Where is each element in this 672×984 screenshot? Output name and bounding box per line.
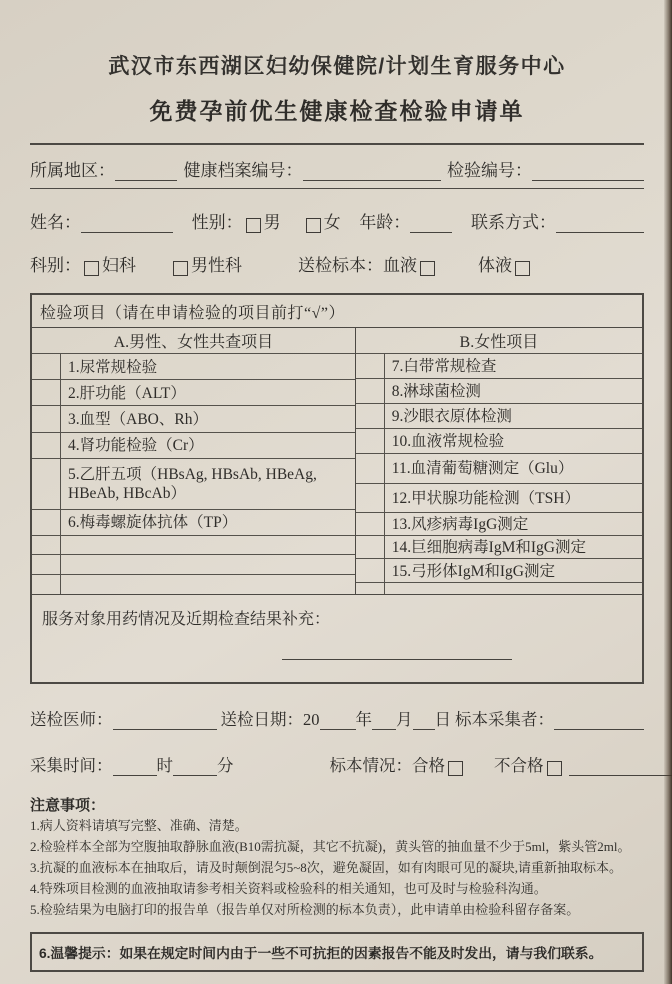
item-10-label: 10.血液常规检验: [391, 432, 505, 450]
table-row: [356, 404, 642, 429]
item-13-label: 13.风疹病毒IgG测定: [391, 516, 529, 534]
test-items-section: [30, 293, 644, 684]
day-label: 日: [434, 710, 451, 729]
notes-heading: 注意事项：: [30, 797, 106, 814]
andrology-label: 男性科: [191, 256, 242, 275]
contact-label: 联系方式：: [470, 213, 556, 232]
item-3-label: 3.血型（ABO、Rh）: [68, 410, 208, 428]
item-15-checkbox-cell[interactable]: [356, 559, 385, 582]
item-7-checkbox-cell[interactable]: [356, 354, 385, 378]
divider-meta: [30, 188, 644, 189]
collect-time-label: 采集时间：: [30, 756, 113, 775]
table-row: [356, 429, 642, 454]
table-row: [32, 380, 355, 406]
item-5-label: 5.乙肝五项（HBsAg, HBsAb, HBeAg, HBeAb, HBcAb）: [68, 465, 317, 503]
item-2-label: 2.肝功能（ALT）: [68, 384, 186, 402]
female-checkbox[interactable]: [306, 218, 321, 233]
department-row: [30, 251, 644, 276]
item-11-label: 11.血清葡萄糖测定（Glu）: [391, 459, 574, 477]
supplement-row: [32, 594, 642, 682]
org-title: 武汉市东西湖区妇幼保健院/计划生育服务中心: [108, 55, 566, 78]
empty-table-row: [32, 555, 355, 574]
item-1-checkbox-cell[interactable]: [32, 354, 61, 379]
archive-no-field[interactable]: [303, 165, 441, 181]
supplement-field[interactable]: [282, 644, 512, 660]
empty-table-row: [32, 575, 355, 594]
year-field[interactable]: [320, 714, 356, 730]
day-field[interactable]: [413, 714, 435, 730]
table-row: [356, 379, 642, 404]
note-item-1: 1.病人资料请填写完整、准确、清楚。: [30, 818, 248, 833]
item-11-checkbox-cell[interactable]: [356, 454, 385, 483]
specimen-status-label: 标本情况：: [329, 756, 412, 775]
notes-section: [30, 794, 644, 920]
test-items-header: 检验项目（请在申请检验的项目前打“√”）: [32, 295, 642, 328]
note-item-3: 3.抗凝的血液标本在抽取后，请及时颠倒混匀5~8次，避免凝固，如有肉眼可见的凝块,请重新抽取标本。: [30, 860, 623, 876]
item-7-label: 7.白带常规检查: [391, 357, 497, 375]
month-field[interactable]: [372, 714, 396, 730]
column-b-female-items: [356, 328, 642, 594]
supplement-label: 服务对象用药情况及近期检查结果补充：: [42, 611, 331, 628]
physician-label: 送检医师：: [30, 710, 113, 729]
patient-row: [30, 208, 644, 233]
test-no-field[interactable]: [532, 165, 644, 181]
table-row: [356, 484, 642, 514]
qualified-checkbox[interactable]: [448, 761, 463, 776]
age-field[interactable]: [410, 217, 452, 233]
note-item-4: 4.特殊项目检测的血液抽取请参考相关资料或检验科的相关通知，也可及时与检验科沟通。: [30, 881, 547, 897]
divider-top: [30, 143, 644, 145]
blood-checkbox[interactable]: [420, 261, 435, 276]
item-12-checkbox-cell[interactable]: [356, 484, 385, 513]
item-9-checkbox-cell[interactable]: [356, 404, 385, 428]
male-checkbox[interactable]: [246, 218, 261, 233]
qualified-label: 合格: [412, 756, 445, 775]
male-label: 男: [263, 213, 281, 232]
hour-label: 时: [156, 756, 173, 775]
body-fluid-label: 体液: [478, 256, 512, 275]
unqualified-reason-field[interactable]: [569, 760, 672, 776]
table-row: [32, 510, 355, 536]
archive-no-label: 健康档案编号：: [183, 161, 303, 180]
column-b-header: B.女性项目: [356, 328, 642, 354]
item-6-label: 6.梅毒螺旋体抗体（TP）: [68, 514, 238, 532]
age-label: 年龄：: [359, 213, 411, 232]
item-4-label: 4.肾功能检验（Cr）: [68, 436, 204, 454]
item-14-checkbox-cell[interactable]: [356, 536, 385, 558]
unqualified-checkbox[interactable]: [547, 761, 562, 776]
empty-cell: [61, 555, 355, 573]
female-label: 女: [323, 213, 341, 232]
table-row: [32, 406, 355, 432]
empty-cell: [61, 536, 355, 554]
gyn-checkbox[interactable]: [84, 261, 99, 276]
physician-field[interactable]: [113, 714, 217, 730]
hour-field[interactable]: [113, 760, 157, 776]
sign-row: [30, 706, 644, 730]
warm-tip-box: 6.温馨提示：如果在规定时间内由于一些不可抗拒的因素报告不能及时发出，请与我们联系。: [30, 932, 644, 972]
empty-table-row: [356, 583, 642, 594]
table-row: [356, 559, 642, 583]
year-label: 年: [355, 710, 372, 729]
name-label: 姓名：: [30, 213, 81, 232]
item-4-checkbox-cell[interactable]: [32, 433, 61, 458]
item-15-label: 15.弓形体IgM和IgG测定: [391, 562, 555, 580]
region-field[interactable]: [115, 165, 177, 181]
empty-checkbox-cell: [32, 575, 61, 594]
table-row: [356, 513, 642, 536]
collector-label: 标本采集者：: [455, 710, 554, 729]
empty-table-row: [32, 536, 355, 555]
item-3-checkbox-cell[interactable]: [32, 406, 61, 431]
gyn-label: 妇科: [102, 256, 136, 275]
gender-label: 性别：: [191, 213, 243, 232]
note-item-5: 5.检验结果为电脑打印的报告单（报告单仅对所检测的标本负责），此申请单由检验科留存备案。: [30, 902, 580, 918]
andrology-checkbox[interactable]: [173, 261, 188, 276]
item-10-checkbox-cell[interactable]: [356, 429, 385, 453]
note-item-2: 2.检验样本全部为空腹抽取静脉血液(B10需抗凝，其它不抗凝)，黄头管的抽血量不少于5ml，紫头管2ml。: [30, 839, 631, 855]
empty-cell: [385, 583, 642, 594]
minute-field[interactable]: [173, 760, 217, 776]
name-field[interactable]: [81, 217, 173, 233]
minute-label: 分: [217, 756, 234, 775]
date-label: 送检日期：20: [220, 710, 320, 729]
unqualified-label: 不合格: [494, 756, 544, 775]
table-row: [356, 454, 642, 484]
item-9-label: 9.沙眼衣原体检测: [391, 407, 512, 425]
empty-checkbox-cell: [32, 555, 61, 573]
item-6-checkbox-cell[interactable]: [32, 510, 61, 535]
dept-label: 科别：: [30, 256, 81, 275]
item-5-checkbox-cell[interactable]: [32, 459, 61, 509]
item-8-checkbox-cell[interactable]: [356, 379, 385, 403]
table-row: [32, 433, 355, 459]
table-row: [32, 459, 355, 510]
test-no-label: 检验编号：: [447, 161, 532, 180]
empty-checkbox-cell: [32, 536, 61, 554]
meta-row: [30, 156, 644, 181]
table-row: [356, 354, 642, 379]
column-a-header: A.男性、女性共查项目: [32, 328, 355, 354]
contact-field[interactable]: [556, 217, 644, 233]
item-2-checkbox-cell[interactable]: [32, 380, 61, 405]
empty-cell: [61, 575, 355, 594]
item-13-checkbox-cell[interactable]: [356, 513, 385, 535]
blood-label: 血液: [383, 256, 417, 275]
empty-checkbox-cell: [356, 583, 385, 594]
table-row: [32, 354, 355, 380]
test-items-columns: [32, 328, 642, 594]
paper-shadow-edge: [664, 0, 672, 984]
column-a-shared-items: [32, 328, 356, 594]
item-1-label: 1.尿常规检验: [68, 358, 158, 376]
form-title: 免费孕前优生健康检查检验申请单: [149, 98, 525, 124]
collector-field[interactable]: [554, 714, 644, 730]
month-label: 月: [396, 710, 413, 729]
item-14-label: 14.巨细胞病毒IgM和IgG测定: [391, 539, 586, 557]
item-12-label: 12.甲状腺功能检测（TSH）: [391, 489, 580, 507]
item-8-label: 8.淋球菌检测: [391, 382, 481, 400]
collect-row: [30, 752, 644, 776]
specimen-label: 送检标本：: [298, 256, 383, 275]
body-fluid-checkbox[interactable]: [515, 261, 530, 276]
table-row: [356, 536, 642, 559]
region-label: 所属地区：: [30, 161, 115, 180]
